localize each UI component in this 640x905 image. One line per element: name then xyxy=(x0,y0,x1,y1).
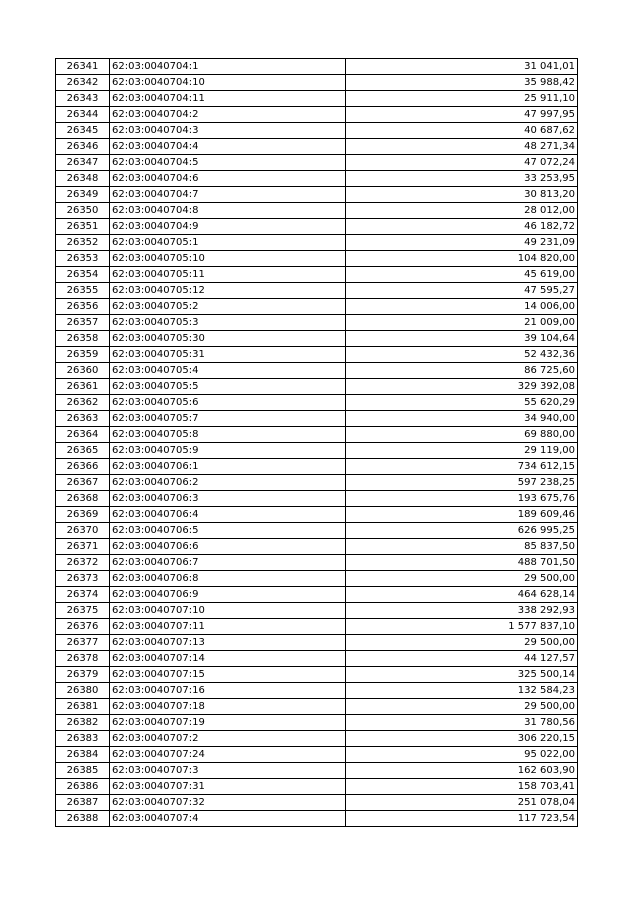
row-number-cell: 26379 xyxy=(56,667,110,683)
cadastral-number-cell: 62:03:0040705:11 xyxy=(110,267,346,283)
table-row xyxy=(56,267,578,283)
value-cell: 33 253,95 xyxy=(346,171,578,187)
table-row xyxy=(56,539,578,555)
row-number-cell: 26370 xyxy=(56,523,110,539)
table-row xyxy=(56,283,578,299)
value-cell: 626 995,25 xyxy=(346,523,578,539)
cadastral-number-cell: 62:03:0040707:2 xyxy=(110,731,346,747)
value-cell: 193 675,76 xyxy=(346,491,578,507)
table-row xyxy=(56,731,578,747)
cadastral-number-cell: 62:03:0040705:10 xyxy=(110,251,346,267)
row-number-cell: 26344 xyxy=(56,107,110,123)
table-row xyxy=(56,315,578,331)
value-cell: 95 022,00 xyxy=(346,747,578,763)
value-cell: 40 687,62 xyxy=(346,123,578,139)
cadastral-number-cell: 62:03:0040705:9 xyxy=(110,443,346,459)
cadastral-number-cell: 62:03:0040704:8 xyxy=(110,203,346,219)
value-cell: 86 725,60 xyxy=(346,363,578,379)
cadastral-number-cell: 62:03:0040705:4 xyxy=(110,363,346,379)
row-number-cell: 26365 xyxy=(56,443,110,459)
value-cell: 306 220,15 xyxy=(346,731,578,747)
cadastral-number-cell: 62:03:0040704:1 xyxy=(110,59,346,75)
row-number-cell: 26376 xyxy=(56,619,110,635)
value-cell: 39 104,64 xyxy=(346,331,578,347)
value-cell: 25 911,10 xyxy=(346,91,578,107)
cadastral-number-cell: 62:03:0040704:9 xyxy=(110,219,346,235)
value-cell: 1 577 837,10 xyxy=(346,619,578,635)
cadastral-number-cell: 62:03:0040705:2 xyxy=(110,299,346,315)
cadastral-number-cell: 62:03:0040705:12 xyxy=(110,283,346,299)
cadastral-number-cell: 62:03:0040707:3 xyxy=(110,763,346,779)
value-cell: 734 612,15 xyxy=(346,459,578,475)
row-number-cell: 26373 xyxy=(56,571,110,587)
value-cell: 31 780,56 xyxy=(346,715,578,731)
table-row xyxy=(56,427,578,443)
cadastral-number-cell: 62:03:0040707:19 xyxy=(110,715,346,731)
row-number-cell: 26343 xyxy=(56,91,110,107)
value-cell: 29 500,00 xyxy=(346,635,578,651)
table-row xyxy=(56,203,578,219)
cadastral-number-cell: 62:03:0040704:7 xyxy=(110,187,346,203)
value-cell: 597 238,25 xyxy=(346,475,578,491)
table-row xyxy=(56,491,578,507)
table-row xyxy=(56,235,578,251)
row-number-cell: 26372 xyxy=(56,555,110,571)
cadastral-number-cell: 62:03:0040705:6 xyxy=(110,395,346,411)
row-number-cell: 26380 xyxy=(56,683,110,699)
table-row xyxy=(56,763,578,779)
value-cell: 49 231,09 xyxy=(346,235,578,251)
table-row xyxy=(56,75,578,91)
row-number-cell: 26351 xyxy=(56,219,110,235)
table-body xyxy=(56,59,578,827)
table-row xyxy=(56,123,578,139)
value-cell: 55 620,29 xyxy=(346,395,578,411)
value-cell: 85 837,50 xyxy=(346,539,578,555)
table-row xyxy=(56,91,578,107)
table-row xyxy=(56,667,578,683)
cadastral-number-cell: 62:03:0040704:10 xyxy=(110,75,346,91)
cadastral-number-cell: 62:03:0040706:6 xyxy=(110,539,346,555)
cadastral-number-cell: 62:03:0040704:4 xyxy=(110,139,346,155)
value-cell: 329 392,08 xyxy=(346,379,578,395)
cadastral-value-table xyxy=(55,58,578,827)
value-cell: 46 182,72 xyxy=(346,219,578,235)
value-cell: 464 628,14 xyxy=(346,587,578,603)
table-row xyxy=(56,171,578,187)
cadastral-number-cell: 62:03:0040706:9 xyxy=(110,587,346,603)
value-cell: 117 723,54 xyxy=(346,811,578,827)
table-row xyxy=(56,523,578,539)
table-row xyxy=(56,459,578,475)
row-number-cell: 26375 xyxy=(56,603,110,619)
value-cell: 35 988,42 xyxy=(346,75,578,91)
value-cell: 47 997,95 xyxy=(346,107,578,123)
cadastral-number-cell: 62:03:0040705:5 xyxy=(110,379,346,395)
cadastral-number-cell: 62:03:0040707:10 xyxy=(110,603,346,619)
cadastral-number-cell: 62:03:0040704:3 xyxy=(110,123,346,139)
row-number-cell: 26341 xyxy=(56,59,110,75)
row-number-cell: 26355 xyxy=(56,283,110,299)
value-cell: 45 619,00 xyxy=(346,267,578,283)
table-row xyxy=(56,587,578,603)
cadastral-number-cell: 62:03:0040705:3 xyxy=(110,315,346,331)
value-cell: 28 012,00 xyxy=(346,203,578,219)
value-cell: 30 813,20 xyxy=(346,187,578,203)
row-number-cell: 26382 xyxy=(56,715,110,731)
table-row xyxy=(56,475,578,491)
row-number-cell: 26386 xyxy=(56,779,110,795)
row-number-cell: 26356 xyxy=(56,299,110,315)
cadastral-number-cell: 62:03:0040705:30 xyxy=(110,331,346,347)
row-number-cell: 26354 xyxy=(56,267,110,283)
value-cell: 29 500,00 xyxy=(346,571,578,587)
table-row xyxy=(56,635,578,651)
table-row xyxy=(56,139,578,155)
row-number-cell: 26358 xyxy=(56,331,110,347)
cadastral-number-cell: 62:03:0040706:4 xyxy=(110,507,346,523)
table-row xyxy=(56,155,578,171)
cadastral-number-cell: 62:03:0040705:31 xyxy=(110,347,346,363)
table-row xyxy=(56,107,578,123)
row-number-cell: 26361 xyxy=(56,379,110,395)
table-row xyxy=(56,347,578,363)
table-row xyxy=(56,603,578,619)
cadastral-number-cell: 62:03:0040704:6 xyxy=(110,171,346,187)
table-row xyxy=(56,699,578,715)
table-row xyxy=(56,571,578,587)
cadastral-number-cell: 62:03:0040706:5 xyxy=(110,523,346,539)
row-number-cell: 26349 xyxy=(56,187,110,203)
table-row xyxy=(56,411,578,427)
value-cell: 132 584,23 xyxy=(346,683,578,699)
cadastral-number-cell: 62:03:0040706:2 xyxy=(110,475,346,491)
table-row xyxy=(56,443,578,459)
row-number-cell: 26353 xyxy=(56,251,110,267)
row-number-cell: 26347 xyxy=(56,155,110,171)
cadastral-number-cell: 62:03:0040706:7 xyxy=(110,555,346,571)
row-number-cell: 26388 xyxy=(56,811,110,827)
value-cell: 29 500,00 xyxy=(346,699,578,715)
row-number-cell: 26374 xyxy=(56,587,110,603)
table-row xyxy=(56,651,578,667)
row-number-cell: 26359 xyxy=(56,347,110,363)
table-row xyxy=(56,59,578,75)
table-row xyxy=(56,555,578,571)
value-cell: 325 500,14 xyxy=(346,667,578,683)
cadastral-number-cell: 62:03:0040707:31 xyxy=(110,779,346,795)
row-number-cell: 26363 xyxy=(56,411,110,427)
table-row xyxy=(56,795,578,811)
value-cell: 52 432,36 xyxy=(346,347,578,363)
row-number-cell: 26352 xyxy=(56,235,110,251)
row-number-cell: 26378 xyxy=(56,651,110,667)
value-cell: 14 006,00 xyxy=(346,299,578,315)
value-cell: 21 009,00 xyxy=(346,315,578,331)
row-number-cell: 26350 xyxy=(56,203,110,219)
cadastral-number-cell: 62:03:0040704:2 xyxy=(110,107,346,123)
table-row xyxy=(56,219,578,235)
value-cell: 338 292,93 xyxy=(346,603,578,619)
cadastral-number-cell: 62:03:0040707:15 xyxy=(110,667,346,683)
cadastral-number-cell: 62:03:0040705:1 xyxy=(110,235,346,251)
value-cell: 162 603,90 xyxy=(346,763,578,779)
row-number-cell: 26371 xyxy=(56,539,110,555)
cadastral-number-cell: 62:03:0040706:3 xyxy=(110,491,346,507)
row-number-cell: 26383 xyxy=(56,731,110,747)
value-cell: 251 078,04 xyxy=(346,795,578,811)
value-cell: 48 271,34 xyxy=(346,139,578,155)
value-cell: 189 609,46 xyxy=(346,507,578,523)
value-cell: 31 041,01 xyxy=(346,59,578,75)
table-row xyxy=(56,619,578,635)
value-cell: 158 703,41 xyxy=(346,779,578,795)
cadastral-number-cell: 62:03:0040707:18 xyxy=(110,699,346,715)
table-row xyxy=(56,363,578,379)
row-number-cell: 26346 xyxy=(56,139,110,155)
table-row xyxy=(56,811,578,827)
cadastral-number-cell: 62:03:0040707:14 xyxy=(110,651,346,667)
row-number-cell: 26362 xyxy=(56,395,110,411)
row-number-cell: 26357 xyxy=(56,315,110,331)
row-number-cell: 26387 xyxy=(56,795,110,811)
cadastral-number-cell: 62:03:0040707:11 xyxy=(110,619,346,635)
value-cell: 47 595,27 xyxy=(346,283,578,299)
value-cell: 69 880,00 xyxy=(346,427,578,443)
row-number-cell: 26381 xyxy=(56,699,110,715)
table-row xyxy=(56,379,578,395)
value-cell: 34 940,00 xyxy=(346,411,578,427)
cadastral-number-cell: 62:03:0040707:16 xyxy=(110,683,346,699)
value-cell: 44 127,57 xyxy=(346,651,578,667)
cadastral-number-cell: 62:03:0040707:32 xyxy=(110,795,346,811)
value-cell: 29 119,00 xyxy=(346,443,578,459)
table-row xyxy=(56,299,578,315)
row-number-cell: 26368 xyxy=(56,491,110,507)
row-number-cell: 26367 xyxy=(56,475,110,491)
value-cell: 47 072,24 xyxy=(346,155,578,171)
cadastral-number-cell: 62:03:0040704:5 xyxy=(110,155,346,171)
cadastral-number-cell: 62:03:0040706:8 xyxy=(110,571,346,587)
table-row xyxy=(56,395,578,411)
table-row xyxy=(56,331,578,347)
row-number-cell: 26385 xyxy=(56,763,110,779)
cadastral-number-cell: 62:03:0040705:7 xyxy=(110,411,346,427)
table-row xyxy=(56,779,578,795)
row-number-cell: 26364 xyxy=(56,427,110,443)
value-cell: 488 701,50 xyxy=(346,555,578,571)
row-number-cell: 26369 xyxy=(56,507,110,523)
table-row xyxy=(56,251,578,267)
row-number-cell: 26342 xyxy=(56,75,110,91)
cadastral-number-cell: 62:03:0040706:1 xyxy=(110,459,346,475)
row-number-cell: 26345 xyxy=(56,123,110,139)
row-number-cell: 26360 xyxy=(56,363,110,379)
cadastral-number-cell: 62:03:0040707:24 xyxy=(110,747,346,763)
cadastral-number-cell: 62:03:0040704:11 xyxy=(110,91,346,107)
table-row xyxy=(56,187,578,203)
row-number-cell: 26348 xyxy=(56,171,110,187)
table-row xyxy=(56,683,578,699)
row-number-cell: 26377 xyxy=(56,635,110,651)
table-row xyxy=(56,715,578,731)
value-cell: 104 820,00 xyxy=(346,251,578,267)
cadastral-number-cell: 62:03:0040705:8 xyxy=(110,427,346,443)
row-number-cell: 26366 xyxy=(56,459,110,475)
table-row xyxy=(56,507,578,523)
cadastral-number-cell: 62:03:0040707:4 xyxy=(110,811,346,827)
row-number-cell: 26384 xyxy=(56,747,110,763)
table-row xyxy=(56,747,578,763)
cadastral-number-cell: 62:03:0040707:13 xyxy=(110,635,346,651)
